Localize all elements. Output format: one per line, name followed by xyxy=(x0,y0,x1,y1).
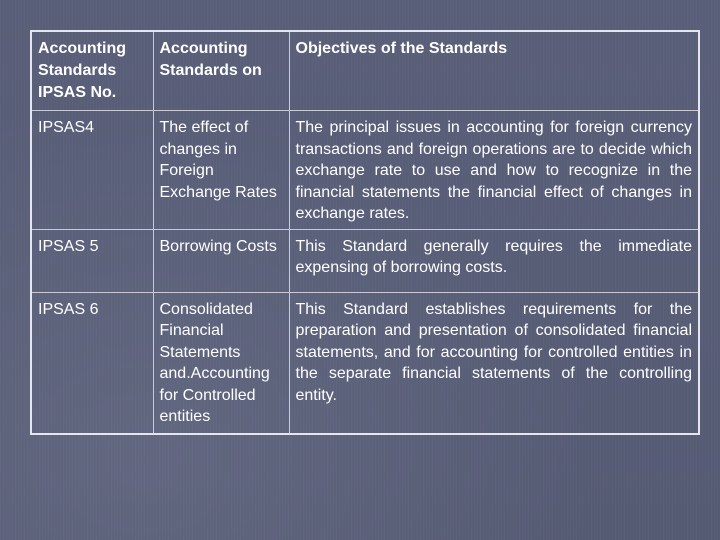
header-standards-on: Accounting Standards on xyxy=(153,31,289,111)
standard-name-cell: Borrowing Costs xyxy=(153,229,289,292)
table-row xyxy=(31,229,699,292)
table-header-row xyxy=(31,31,699,111)
table-row xyxy=(31,111,699,230)
standard-name-cell: The effect of changes in Foreign Exchange Rates xyxy=(153,111,289,230)
table-row xyxy=(31,292,699,434)
objective-cell: This Standard establishes requirements for the preparation and presentation of consolidated financial statements, and for accounting for controlled entities in the separate financial statements of the controlling entity. xyxy=(289,292,699,434)
standard-number-cell: IPSAS 6 xyxy=(31,292,153,434)
standard-name-cell: Consolidated Financial Statements and.Accounting for Controlled entities xyxy=(153,292,289,434)
objective-cell: The principal issues in accounting for foreign currency transactions and foreign operations are to decide which exchange rate to use and how to recognize in the financial statements the financial effect of changes in exchange rates. xyxy=(289,111,699,230)
header-objectives: Objectives of the Standards xyxy=(289,31,699,111)
objective-cell: This Standard generally requires the immediate expensing of borrowing costs. xyxy=(289,229,699,292)
standards-table xyxy=(30,30,700,435)
header-standards-number: Accounting Standards IPSAS No. xyxy=(31,31,153,111)
standard-number-cell: IPSAS 5 xyxy=(31,229,153,292)
standard-number-cell: IPSAS4 xyxy=(31,111,153,230)
